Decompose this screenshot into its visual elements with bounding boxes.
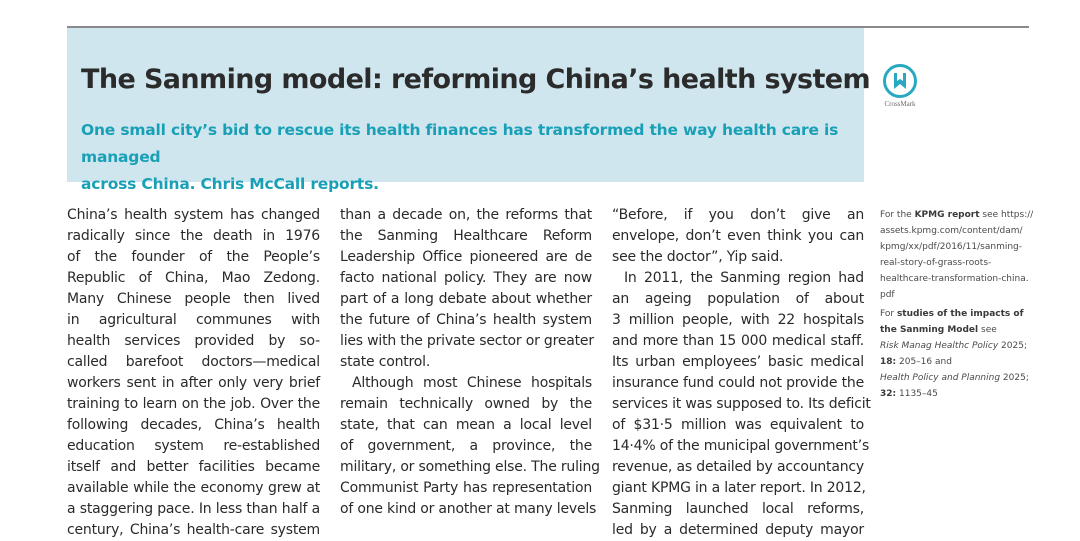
body-text-line: the future of China’s health system bbox=[340, 312, 592, 328]
body-text-line: Communist Party has representation bbox=[340, 480, 592, 496]
body-text-line: Republic of China, Mao Zedong. bbox=[67, 270, 320, 286]
body-text-line: Its urban employees’ basic medical bbox=[612, 354, 864, 370]
body-text-line: an ageing population of about bbox=[612, 291, 864, 307]
body-text-line: facto national policy. They are now bbox=[340, 270, 592, 286]
kpmg-url-line[interactable]: kpmg/xx/pdf/2016/11/sanming- bbox=[880, 242, 1023, 252]
body-text-line: of $31·5 million was equivalent to bbox=[612, 417, 864, 433]
body-text-line: services it was supposed to. Its deficit bbox=[612, 396, 871, 412]
body-text-line: Although most Chinese hospitals bbox=[352, 375, 592, 391]
body-text-line: training to learn on the job. Over the bbox=[67, 396, 320, 412]
body-text-line: following decades, China’s health bbox=[67, 417, 320, 433]
body-text-line: In 2011, the Sanming region had bbox=[624, 270, 864, 286]
body-text-line: see the doctor”, Yip said. bbox=[612, 249, 784, 265]
sidenote-studies-title: studies of the impacts of bbox=[896, 309, 1024, 319]
kpmg-link[interactable]: see https:// bbox=[982, 210, 1034, 220]
body-text-line: led by a determined deputy mayor bbox=[612, 522, 864, 538]
body-text-line: and more than 15 000 medical staff. bbox=[612, 333, 864, 349]
body-text-line: giant KPMG in a later report. In 2012, bbox=[612, 480, 866, 496]
body-text-line: Leadership Office pioneered are de bbox=[340, 249, 592, 265]
body-text-line: China’s health system has changed bbox=[67, 207, 320, 223]
body-text-line: Sanming launched local reforms, bbox=[612, 501, 864, 517]
article-standfirst bbox=[81, 117, 856, 198]
body-column-1 bbox=[67, 205, 320, 541]
standfirst-line: across China. Chris McCall reports. bbox=[81, 175, 379, 193]
body-column-2 bbox=[340, 205, 600, 520]
body-text-line: envelope, don’t even think you can bbox=[612, 228, 864, 244]
body-text-line: state control. bbox=[340, 354, 431, 370]
body-text-line: “Before, if you don’t give an bbox=[612, 207, 864, 223]
body-text-line: available while the economy grew at bbox=[67, 480, 320, 496]
article-title: The Sanming model: reforming China’s health system bbox=[81, 64, 871, 95]
body-text-line: 14·4% of the municipal government’s bbox=[612, 438, 870, 454]
body-column-3 bbox=[612, 205, 871, 541]
body-text-line: revenue, as detailed by accountancy bbox=[612, 459, 864, 475]
body-text-line: remain technically owned by the bbox=[340, 396, 592, 412]
body-text-line: itself and better facilities became bbox=[67, 459, 320, 475]
sidenote-kpmg-title: KPMG report bbox=[914, 210, 980, 220]
standfirst-line: One small city’s bid to rescue its health finances has transformed the way health care is managed bbox=[81, 121, 839, 166]
sidenotes bbox=[880, 207, 1040, 405]
body-text-line: of the founder of the People’s bbox=[67, 249, 320, 265]
body-text-line: than a decade on, the reforms that bbox=[340, 207, 592, 223]
body-text-line: insurance fund could not provide the bbox=[612, 375, 864, 391]
crossmark-icon bbox=[883, 64, 917, 98]
body-text-line: a staggering pace. In less than half a bbox=[67, 501, 320, 517]
reference-1[interactable]: Risk Manag Healthc Policy 2025; bbox=[880, 341, 1027, 351]
body-text-line: education system re-established bbox=[67, 438, 320, 454]
body-text-line: the Sanming Healthcare Reform bbox=[340, 228, 592, 244]
body-text-line: Many Chinese people then lived bbox=[67, 291, 320, 307]
crossmark-badge[interactable] bbox=[880, 64, 920, 108]
body-text-line: in agricultural communes with bbox=[67, 312, 320, 328]
kpmg-url-line[interactable]: healthcare-transformation-china. bbox=[880, 274, 1029, 284]
body-text-line: workers sent in after only very brief bbox=[67, 375, 320, 391]
kpmg-url-line[interactable]: pdf bbox=[880, 290, 895, 300]
body-text-line: century, China’s health-care system bbox=[67, 522, 320, 538]
body-text-line: called barefoot doctors—medical bbox=[67, 354, 320, 370]
body-text-line: radically since the death in 1976 bbox=[67, 228, 320, 244]
body-text-line: of government, a province, the bbox=[340, 438, 592, 454]
crossmark-label: CrossMark bbox=[884, 100, 916, 108]
kpmg-url-line[interactable]: real-story-of-grass-roots- bbox=[880, 258, 992, 268]
body-text-line: lies with the private sector or greater bbox=[340, 333, 594, 349]
body-text-line: 3 million people, with 22 hospitals bbox=[612, 312, 864, 328]
body-text-line: health services provided by so- bbox=[67, 333, 320, 349]
body-text-line: of one kind or another at many levels bbox=[340, 501, 597, 517]
body-text-line: state, that can mean a local level bbox=[340, 417, 592, 433]
body-text-line: military, or something else. The ruling bbox=[340, 459, 600, 475]
sidenote-studies: For studies of the impacts of the Sanming Model see Risk Manag Healthc Policy 2025; 18: 205–16 and Health Policy and Planning 2025; 32: 1135–45 bbox=[880, 306, 1040, 402]
body-text-line: part of a long debate about whether bbox=[340, 291, 592, 307]
kpmg-url-line[interactable]: assets.kpmg.com/content/dam/ bbox=[880, 226, 1023, 236]
reference-2[interactable]: Health Policy and Planning 2025; bbox=[880, 373, 1029, 383]
sidenote-kpmg: For the KPMG report see https:// assets.kpmg.com/content/dam/ kpmg/xx/pdf/2016/11/sanming- real-story-of-grass-roots- healthcare-transformation-china. pdf bbox=[880, 207, 1040, 303]
